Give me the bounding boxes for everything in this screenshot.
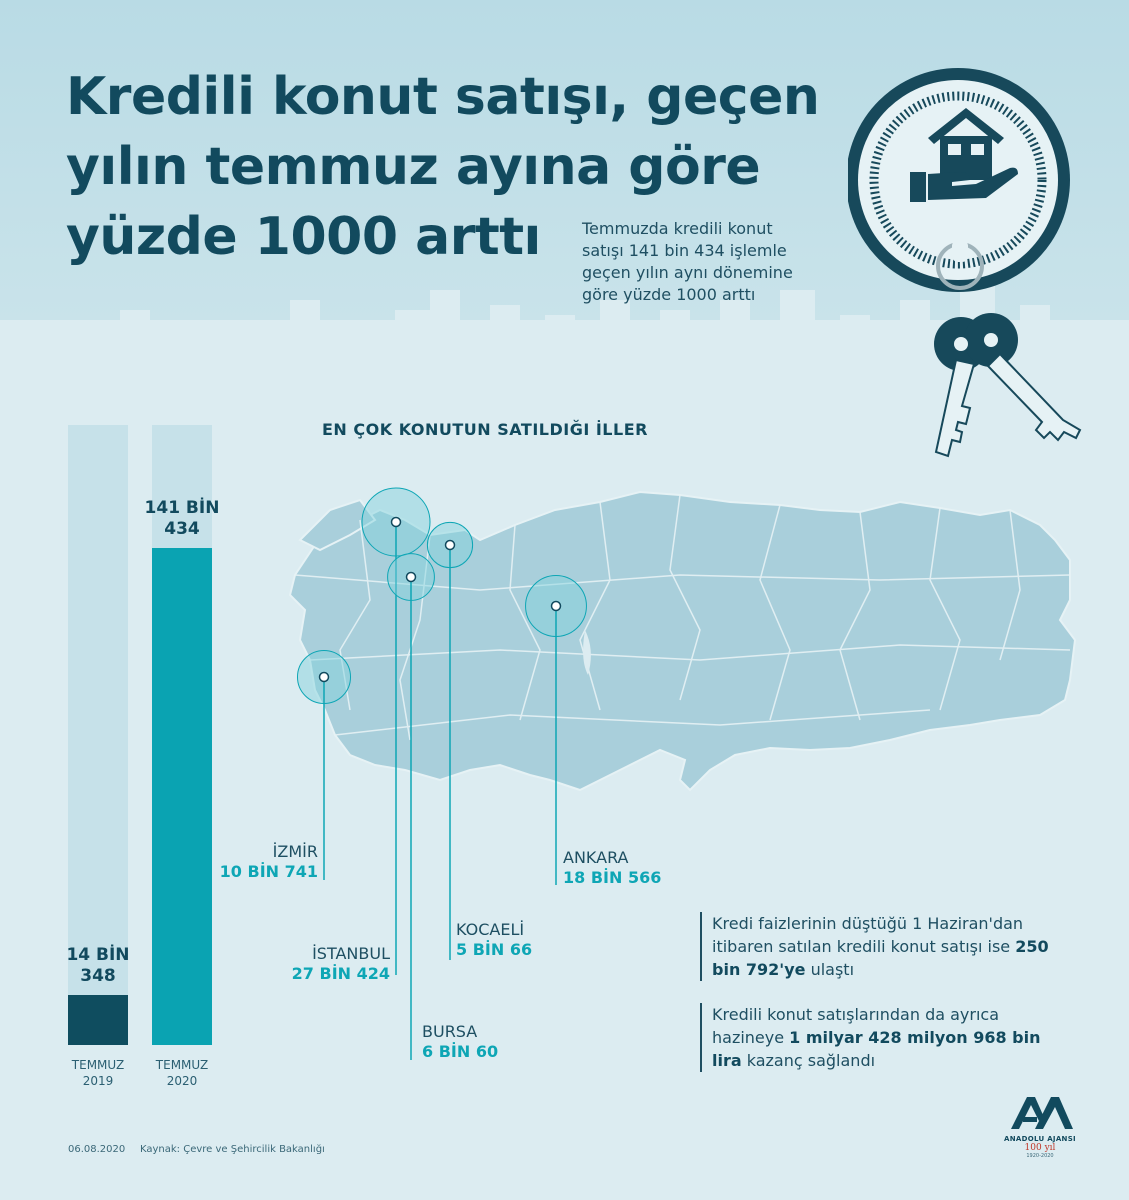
map-pin-icon	[392, 518, 401, 527]
note-block	[700, 912, 1072, 981]
city-name: İZMİR	[272, 842, 318, 861]
bar-caption-line2: 2020	[166, 1074, 198, 1088]
bar-value-line1: 141 BİN	[144, 498, 220, 518]
anniversary-years: 1920-2020	[1026, 1153, 1054, 1159]
note-highlight: 250 bin 792'ye	[712, 937, 1049, 979]
city-name: ANKARA	[563, 848, 629, 867]
map-pin-icon	[407, 573, 416, 582]
agency-logo	[1000, 1095, 1080, 1165]
city-label	[250, 944, 390, 984]
city-value: 18 BİN 566	[563, 868, 662, 887]
map-pin-icon	[552, 602, 561, 611]
notes	[700, 912, 1090, 1094]
note-block	[700, 1003, 1072, 1072]
note-text: kazanç sağlandı	[741, 1051, 876, 1070]
note-text: Kredili konut satışlarından da ayrıca hazineye	[712, 1005, 1000, 1047]
bar-caption-line1: TEMMUZ	[155, 1058, 209, 1072]
subtitle: Temmuzda kredili konut satışı 141 bin 434 işlemle geçen yılın aynı dönemine göre yüzde 1000 arttı	[582, 219, 793, 304]
city-label	[456, 920, 596, 960]
bar-value-line1: 14 BİN	[66, 945, 130, 965]
footer-source: Kaynak: Çevre ve Şehircilik Bakanlığı	[140, 1144, 325, 1155]
map-title: EN ÇOK KONUTUN SATILDIĞI İLLER	[322, 420, 648, 439]
note-highlight: 1 milyar 428 milyon 968 bin lira	[712, 1028, 1041, 1070]
city-value: 10 BİN 741	[219, 862, 318, 881]
city-name: İSTANBUL	[312, 944, 390, 963]
city-label	[178, 842, 318, 882]
aa-logo-icon	[1005, 1095, 1075, 1131]
note-text: Kredi faizlerinin düştüğü 1 Haziran'dan itibaren satılan kredili konut satışı ise	[712, 914, 1024, 956]
bar-caption-line2: 2019	[82, 1074, 114, 1088]
agency-name: ANADOLU AJANSI	[1004, 1135, 1076, 1143]
city-label	[422, 1022, 562, 1062]
anniversary-mark: 100 yıl	[1024, 1143, 1056, 1153]
city-label	[563, 848, 703, 888]
city-name: BURSA	[422, 1022, 478, 1041]
bar-caption-line1: TEMMUZ	[71, 1058, 125, 1072]
map-pin-icon	[446, 541, 455, 550]
footer-date: 06.08.2020	[68, 1144, 126, 1155]
bar-value-line2: 434	[164, 519, 200, 539]
map-pin-icon	[320, 673, 329, 682]
bar-value-line2: 348	[80, 966, 116, 986]
city-value: 27 BİN 424	[291, 964, 390, 983]
city-value: 5 BİN 66	[456, 940, 533, 959]
page-title: Kredili konut satışı, geçen yılın temmuz ayına göre yüzde 1000 arttı	[66, 67, 820, 267]
city-value: 6 BİN 60	[422, 1042, 499, 1061]
city-name: KOCAELİ	[456, 920, 525, 939]
note-text: ulaştı	[805, 960, 855, 979]
